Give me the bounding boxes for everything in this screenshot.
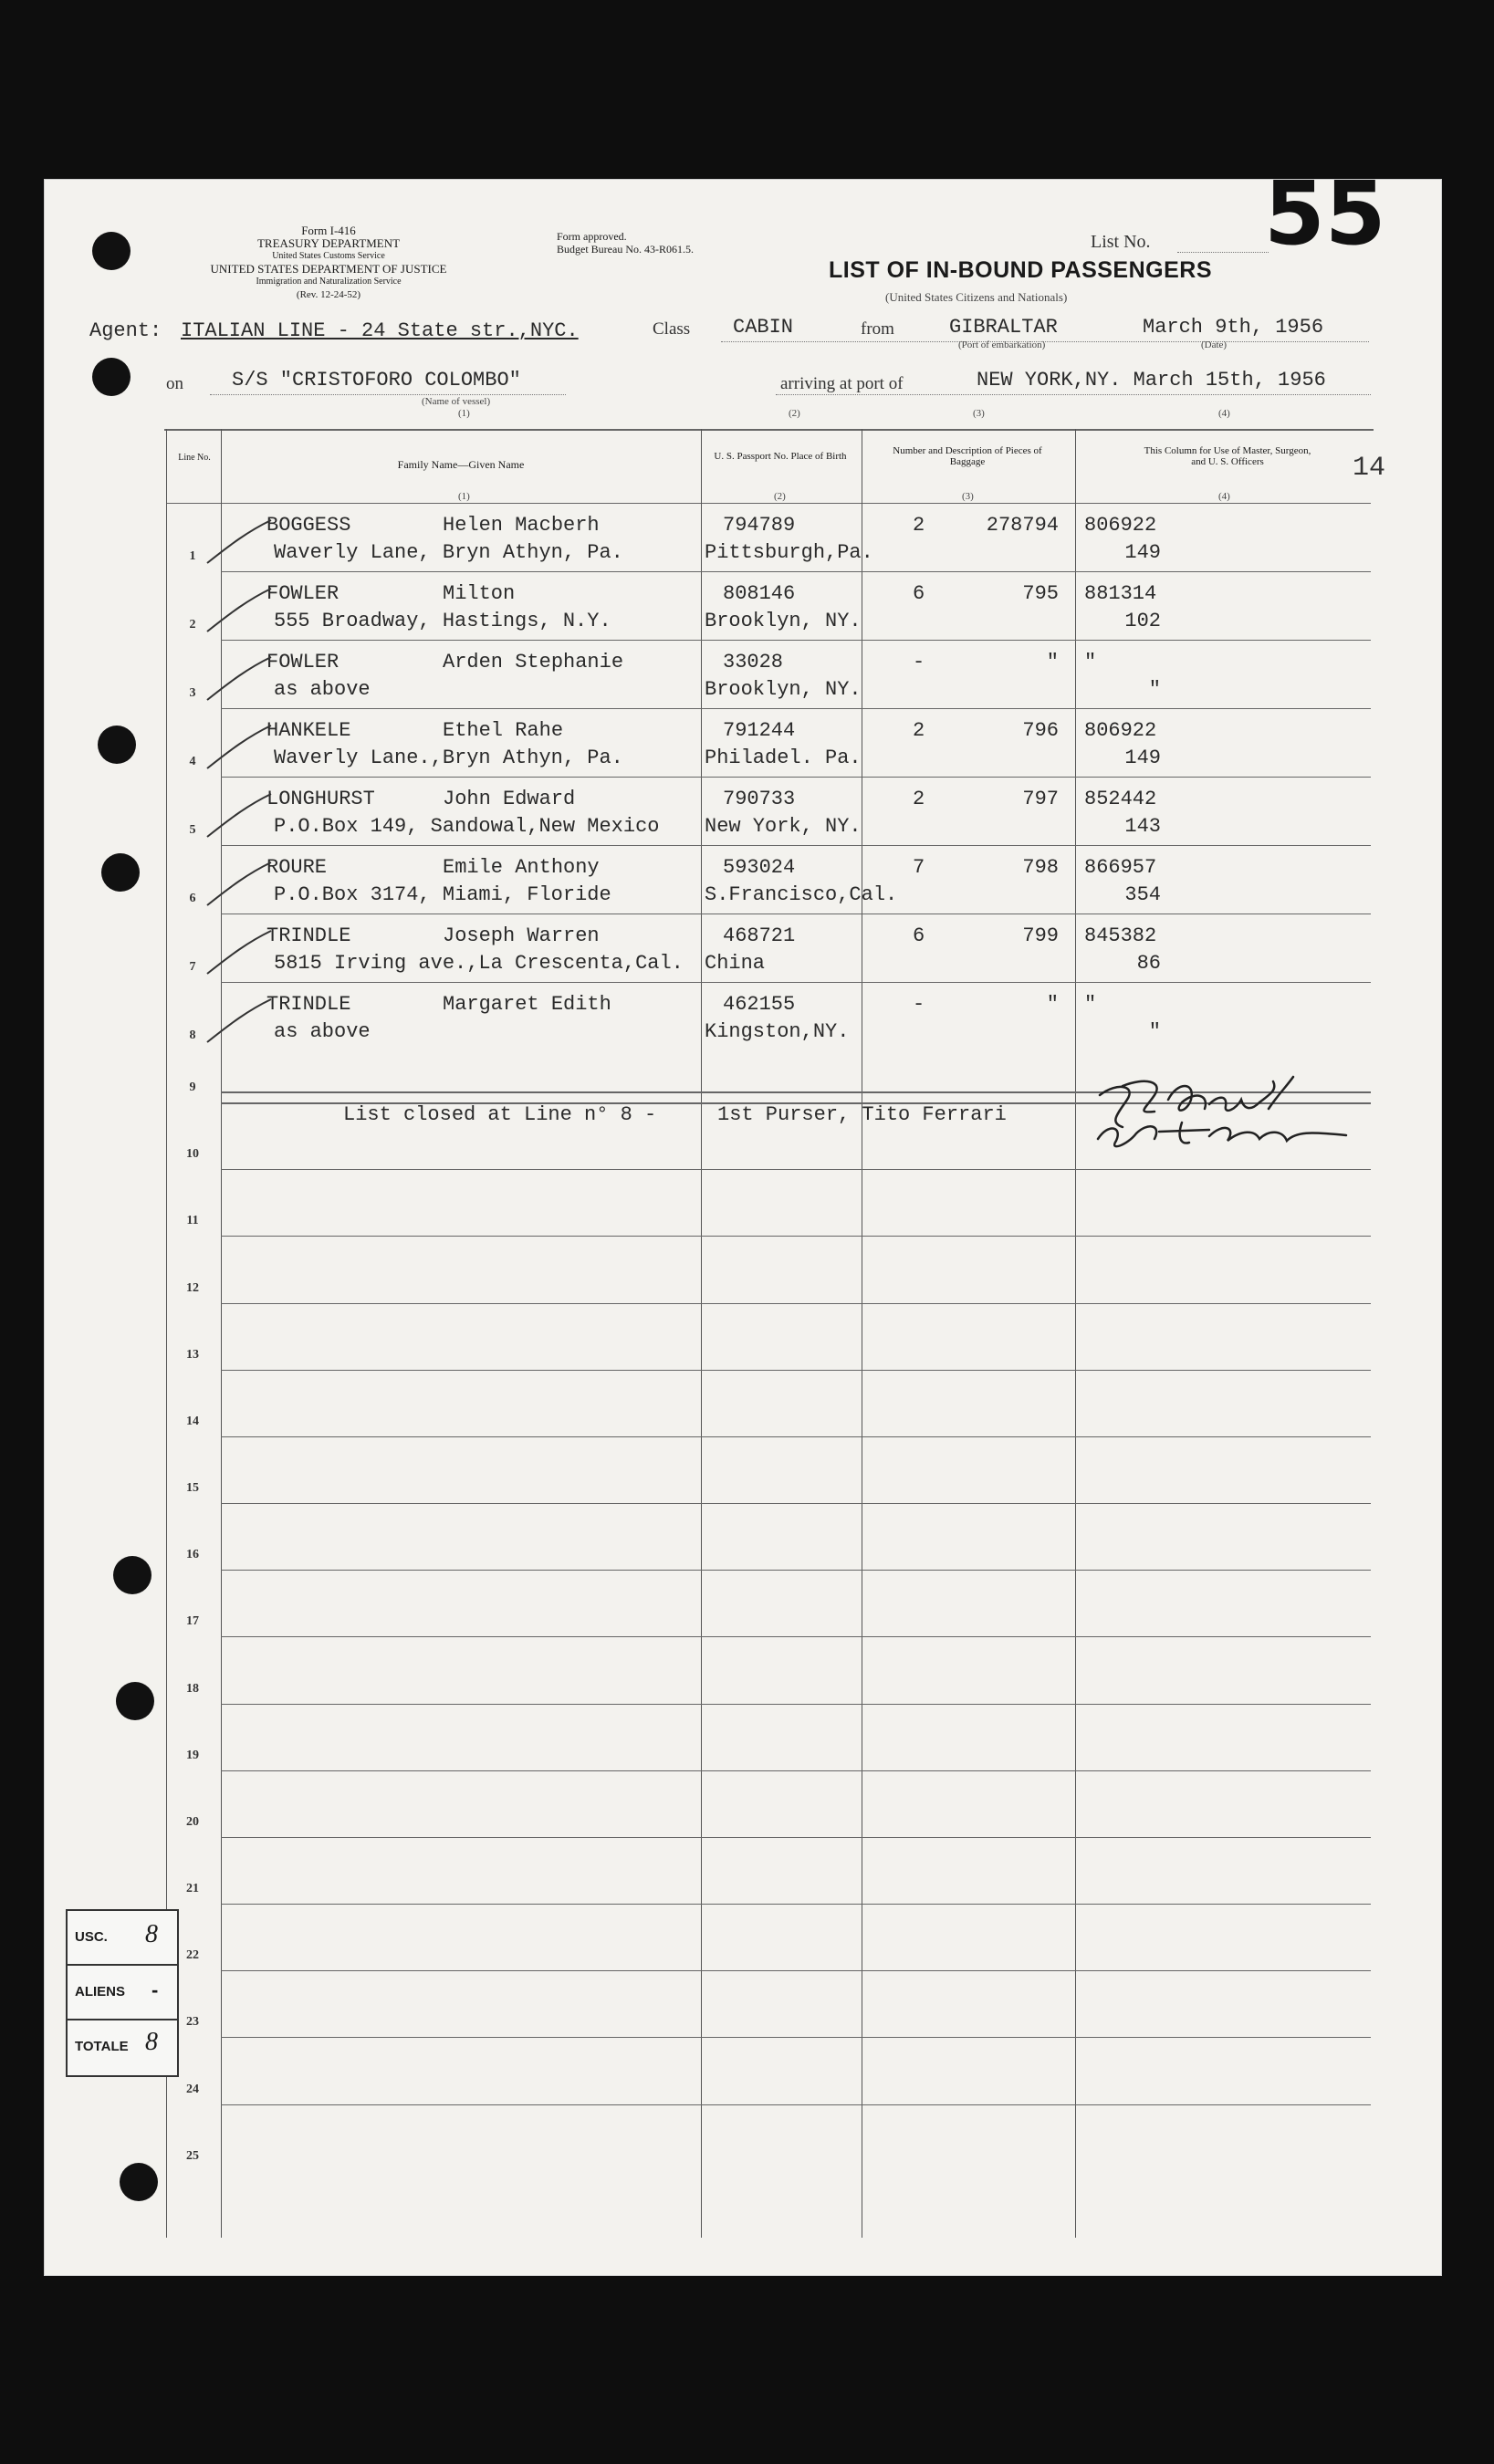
- passport-number: 468721: [723, 924, 796, 947]
- passenger-address: Waverly Lane, Bryn Athyn, Pa.: [274, 541, 623, 564]
- baggage-number: 799: [1022, 924, 1059, 947]
- row-divider: [221, 777, 1371, 778]
- col-header-name: Family Name—Given Name: [397, 458, 525, 471]
- row-divider: [221, 845, 1371, 846]
- passenger-family-name: FOWLER: [266, 582, 340, 605]
- dept-justice-sub: Immigration and Naturalization Service: [256, 277, 402, 287]
- passenger-address: Waverly Lane.,Bryn Athyn, Pa.: [274, 747, 623, 769]
- row-divider: [221, 571, 1371, 572]
- place-of-birth: Brooklyn, NY.: [705, 678, 862, 701]
- check-tick-icon: [203, 860, 276, 914]
- baggage-number: 798: [1022, 856, 1059, 879]
- row-divider: [221, 640, 1371, 641]
- passenger-family-name: FOWLER: [266, 651, 340, 673]
- vessel-caption: (Name of vessel): [422, 396, 491, 407]
- passenger-family-name: BOGGESS: [266, 514, 351, 537]
- col-num-2: (2): [774, 491, 786, 502]
- passenger-address: P.O.Box 149, Sandowal,New Mexico: [274, 815, 660, 838]
- page-subtitle: (United States Citizens and Nationals): [885, 290, 1068, 304]
- list-closed-note: List closed at Line n° 8 -: [343, 1103, 657, 1126]
- col-num-1: (1): [458, 491, 470, 502]
- approval-block: [557, 230, 694, 256]
- line-number: 19: [186, 1748, 199, 1762]
- line-number: 18: [186, 1681, 199, 1696]
- line-number: 7: [189, 960, 196, 974]
- caption-2: (2): [789, 408, 800, 419]
- baggage-pieces: -: [913, 993, 925, 1016]
- passenger-given-name: Helen Macberh: [443, 514, 600, 537]
- place-of-birth: New York, NY.: [705, 815, 862, 838]
- officer-entry-1: 852442: [1084, 788, 1157, 810]
- row-divider: [221, 1636, 1371, 1637]
- list-no-label: List No.: [1091, 232, 1151, 252]
- passport-number: 593024: [723, 856, 796, 879]
- class-value: CABIN: [733, 316, 794, 339]
- col-num-3: (3): [962, 491, 974, 502]
- row-divider: [221, 2037, 1371, 2038]
- stamp-usc-label: USC.: [75, 1929, 108, 1945]
- form-id: Form I-416: [301, 224, 356, 237]
- baggage-pieces: 7: [913, 856, 925, 879]
- baggage-number: 278794: [986, 514, 1059, 537]
- row-divider: [221, 1303, 1371, 1304]
- passenger-family-name: TRINDLE: [266, 993, 351, 1016]
- punch-hole: [116, 1682, 154, 1720]
- caption-3: (3): [973, 408, 985, 419]
- row-divider: [221, 1770, 1371, 1771]
- class-label: Class: [653, 319, 691, 339]
- passenger-given-name: John Edward: [443, 788, 576, 810]
- passport-number: 33028: [723, 651, 784, 673]
- line-number: 8: [189, 1028, 196, 1042]
- line-number: 14: [186, 1414, 199, 1428]
- line-number: 5: [189, 823, 196, 837]
- passport-number: 808146: [723, 582, 796, 605]
- agent-value: ITALIAN LINE - 24 State str.,NYC.: [181, 319, 579, 342]
- line-number: 23: [186, 2015, 199, 2030]
- passport-number: 790733: [723, 788, 796, 810]
- line-number: 17: [186, 1614, 199, 1629]
- line-number: 25: [186, 2148, 199, 2163]
- stamp-aliens-value: -: [151, 1979, 159, 2001]
- baggage-pieces: 2: [913, 788, 925, 810]
- passport-number: 794789: [723, 514, 796, 537]
- officer-entry-1: 866957: [1084, 856, 1157, 879]
- row-divider: [221, 1904, 1371, 1905]
- col-header-passport: U. S. Passport No. Place of Birth: [714, 451, 847, 462]
- check-tick-icon: [203, 723, 276, 778]
- baggage-pieces: 2: [913, 719, 925, 742]
- passenger-address: P.O.Box 3174, Miami, Floride: [274, 883, 611, 906]
- punch-hole: [92, 232, 131, 270]
- officer-entry-2: 143: [1124, 815, 1161, 838]
- punch-hole: [101, 853, 140, 892]
- line-number: 2: [189, 618, 196, 632]
- line-number: 1: [189, 549, 196, 563]
- page-title: LIST OF IN-BOUND PASSENGERS: [829, 257, 1213, 283]
- passenger-given-name: Emile Anthony: [443, 856, 600, 879]
- line-number: 21: [186, 1882, 199, 1896]
- officer-entry-2: 102: [1124, 610, 1161, 632]
- dept-treasury-sub: United States Customs Service: [272, 251, 385, 261]
- col-header-baggage: Number and Description of Pieces of Baggage: [893, 445, 1042, 467]
- line-number: 20: [186, 1814, 199, 1829]
- on-label: on: [166, 374, 183, 393]
- passenger-family-name: ROURE: [266, 856, 328, 879]
- place-of-birth: S.Francisco,Cal.: [705, 883, 898, 906]
- row-divider: [221, 1837, 1371, 1838]
- row-divider: [221, 1169, 1371, 1170]
- line-number: 3: [189, 686, 196, 700]
- line-number: 13: [186, 1347, 199, 1362]
- col-header-line: Line No.: [178, 453, 211, 463]
- line-number: 4: [189, 755, 196, 768]
- vessel-name: S/S "CRISTOFORO COLOMBO": [232, 369, 521, 392]
- passenger-family-name: HANKELE: [266, 719, 351, 742]
- place-of-birth: Philadel. Pa.: [705, 747, 862, 769]
- officer-entry-2: ": [1148, 678, 1161, 701]
- row-divider: [221, 708, 1371, 709]
- row-divider: [221, 1970, 1371, 1971]
- place-of-birth: China: [705, 952, 766, 975]
- passenger-given-name: Joseph Warren: [443, 924, 600, 947]
- baggage-pieces: 6: [913, 582, 925, 605]
- purser-name: 1st Purser, Tito Ferrari: [717, 1103, 1007, 1126]
- baggage-pieces: 2: [913, 514, 925, 537]
- row-divider: [221, 1370, 1371, 1371]
- punch-hole: [98, 726, 136, 764]
- passenger-address: as above: [274, 678, 371, 701]
- passenger-address: as above: [274, 1020, 371, 1043]
- row-divider: [221, 1570, 1371, 1571]
- check-tick-icon: [203, 928, 276, 983]
- form-id-block: [210, 224, 447, 301]
- caption-4: (4): [1218, 408, 1230, 419]
- check-tick-icon: [203, 791, 276, 846]
- passenger-address: 555 Broadway, Hastings, N.Y.: [274, 610, 611, 632]
- stamp-aliens-label: ALIENS: [75, 1984, 126, 1999]
- from-label: from: [861, 319, 894, 339]
- passenger-given-name: Arden Stephanie: [443, 651, 624, 673]
- baggage-number: ": [1046, 651, 1059, 673]
- passenger-given-name: Margaret Edith: [443, 993, 611, 1016]
- line-number: 24: [186, 2082, 199, 2096]
- approval-line1: Form approved.: [557, 230, 627, 243]
- officer-entry-1: ": [1084, 993, 1097, 1016]
- baggage-number: 797: [1022, 788, 1059, 810]
- row-divider: [221, 1503, 1371, 1504]
- passenger-family-name: TRINDLE: [266, 924, 351, 947]
- agent-label: Agent:: [89, 319, 162, 342]
- officer-entry-2: 149: [1124, 747, 1161, 769]
- line-number: 22: [186, 1948, 199, 1963]
- baggage-number: 796: [1022, 719, 1059, 742]
- arrival-port-date: NEW YORK,NY. March 15th, 1956: [977, 369, 1326, 392]
- line-number: 11: [186, 1214, 199, 1228]
- punch-hole: [113, 1556, 151, 1594]
- officer-signature: [1081, 1059, 1374, 1159]
- officer-entry-2: 86: [1136, 952, 1161, 975]
- passenger-family-name: LONGHURST: [266, 788, 375, 810]
- passport-number: 462155: [723, 993, 796, 1016]
- officer-entry-1: 806922: [1084, 514, 1157, 537]
- col-num-4: (4): [1218, 491, 1230, 502]
- stamp-total-value: 8: [145, 2028, 158, 2056]
- page-count: 14: [1353, 453, 1386, 484]
- approval-line2: Budget Bureau No. 43-R061.5.: [557, 243, 694, 256]
- stamp-total-label: TOTALE: [75, 2039, 129, 2054]
- baggage-pieces: -: [913, 651, 925, 673]
- caption-1: (1): [458, 408, 470, 419]
- line-number: 9: [189, 1081, 196, 1094]
- count-stamp: [66, 1909, 179, 2077]
- dept-justice: UNITED STATES DEPARTMENT OF JUSTICE: [210, 262, 447, 276]
- row-divider: [221, 1704, 1371, 1705]
- place-of-birth: Brooklyn, NY.: [705, 610, 862, 632]
- passenger-address: 5815 Irving ave.,La Crescenta,Cal.: [274, 952, 684, 975]
- stamp-usc-value: 8: [145, 1920, 158, 1948]
- stamp-usc: [68, 1911, 177, 1966]
- punch-hole: [120, 2163, 158, 2201]
- place-of-birth: Kingston,NY.: [705, 1020, 850, 1043]
- stamp-aliens: [68, 1966, 177, 2020]
- row-divider: [221, 1436, 1371, 1437]
- line-number: 10: [186, 1147, 199, 1162]
- officer-entry-2: 149: [1124, 541, 1161, 564]
- officer-entry-1: 881314: [1084, 582, 1157, 605]
- line-number: 15: [186, 1481, 199, 1496]
- officer-entry-2: 354: [1124, 883, 1161, 906]
- arriving-label: arriving at port of: [780, 374, 904, 393]
- manifest-page: [44, 179, 1442, 2276]
- line-number: 12: [186, 1280, 199, 1295]
- check-tick-icon: [203, 517, 276, 572]
- row-divider: [221, 982, 1371, 983]
- officer-entry-2: ": [1148, 1020, 1161, 1043]
- col-header-officers: This Column for Use of Master, Surgeon, and U. S. Officers: [1144, 445, 1311, 467]
- check-tick-icon: [203, 997, 276, 1051]
- passenger-given-name: Milton: [443, 582, 516, 605]
- row-divider: [221, 1236, 1371, 1237]
- port-caption: (Port of embarkation): [958, 339, 1046, 350]
- passport-number: 791244: [723, 719, 796, 742]
- place-of-birth: Pittsburgh,Pa.: [705, 541, 873, 564]
- officer-entry-1: ": [1084, 651, 1097, 673]
- baggage-number: ": [1046, 993, 1059, 1016]
- row-divider: [221, 2104, 1371, 2105]
- port-of-embarkation: GIBRALTAR: [949, 316, 1058, 339]
- stamp-total: [68, 2020, 177, 2073]
- officer-entry-1: 806922: [1084, 719, 1157, 742]
- baggage-number: 795: [1022, 582, 1059, 605]
- line-number: 6: [189, 892, 196, 905]
- dept-treasury: TREASURY DEPARTMENT: [256, 236, 401, 250]
- punch-hole: [92, 358, 131, 396]
- check-tick-icon: [203, 654, 276, 709]
- officer-entry-1: 845382: [1084, 924, 1157, 947]
- passenger-given-name: Ethel Rahe: [443, 719, 564, 742]
- list-number: 55: [1264, 162, 1386, 265]
- date-caption: (Date): [1201, 339, 1228, 350]
- check-tick-icon: [203, 586, 276, 641]
- departure-date: March 9th, 1956: [1143, 316, 1324, 339]
- baggage-pieces: 6: [913, 924, 925, 947]
- form-rev: (Rev. 12-24-52): [296, 289, 361, 300]
- line-number: 16: [186, 1548, 199, 1562]
